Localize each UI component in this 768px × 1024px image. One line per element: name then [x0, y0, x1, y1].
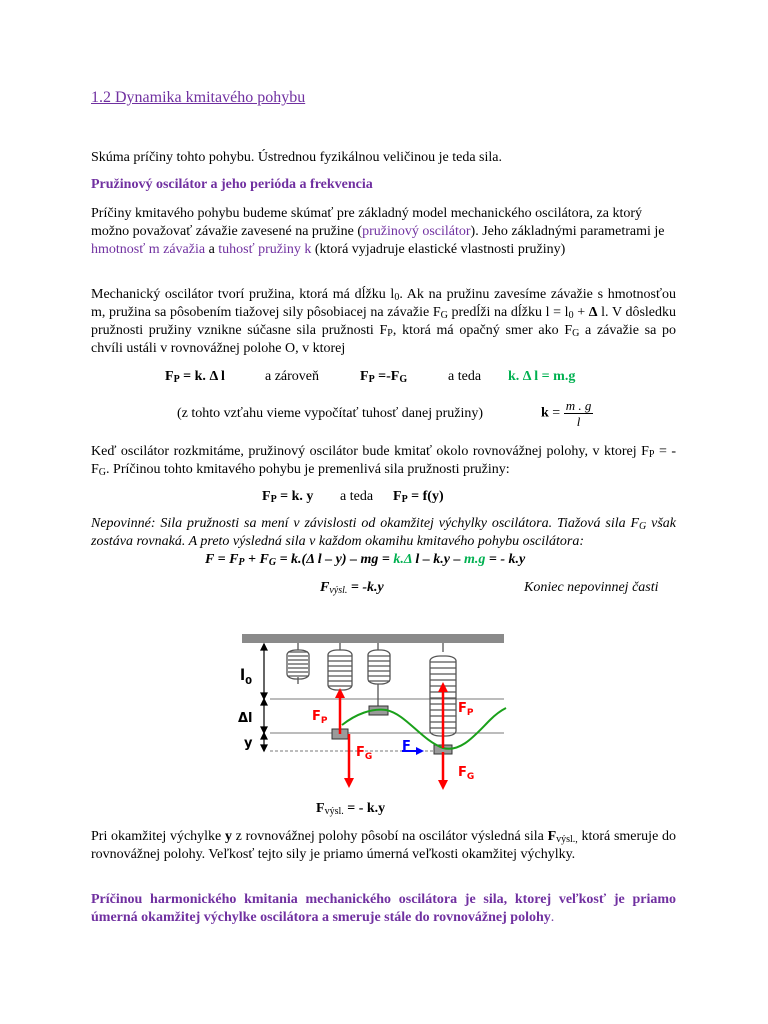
text: a: [205, 242, 219, 257]
text: – k.y –: [419, 552, 464, 567]
equation-fvysl: [320, 579, 384, 597]
term-mass: hmotnosť m závažia: [91, 242, 206, 257]
subscript: výsl.: [329, 585, 348, 596]
text: . Príčinou tohto kmitavého pohybu je premenlivá sila pružnosti pružiny:: [106, 462, 510, 477]
numerator: m . g: [565, 398, 592, 413]
denominator: l: [576, 414, 581, 429]
text: F: [320, 580, 330, 595]
text: (ktorá vyjadruje elastické vlastnosti pružiny): [311, 242, 566, 257]
label-fg-right: $F_G$: [458, 765, 475, 782]
label-fp-left: $F_P$: [312, 709, 328, 726]
subscript: P: [270, 494, 277, 505]
text: Mechanický oscilátor tvorí pružina, ktorá má dĺžku l: [91, 287, 395, 302]
subscript: P: [238, 557, 245, 568]
label-fp-right: $F_P$: [458, 701, 474, 718]
text: a závažie sa po chvíli ustáli v rovnovážnej polohe O, v ktorej: [91, 323, 676, 356]
subscript: P: [648, 449, 655, 460]
subscript: P: [401, 494, 408, 505]
dimension-markers: [261, 644, 267, 751]
ceiling-bar: [242, 634, 504, 643]
equation-connector: a zároveň: [265, 369, 320, 384]
equation-resultant: [205, 551, 525, 569]
text: F = F: [205, 552, 239, 567]
equation-result: k. Δ l = m.g: [508, 369, 576, 384]
text: ). Jeho základnými parametrami je: [470, 224, 665, 239]
equation-stiffness: [541, 398, 593, 429]
paragraph-oscillation: [91, 443, 676, 479]
text: l: [217, 369, 225, 384]
equation-connector: a teda: [340, 489, 374, 504]
paragraph-model: [91, 205, 676, 259]
text: l: [411, 552, 420, 567]
subscript: výsl.: [324, 806, 344, 817]
delta-symbol: Δ: [588, 305, 598, 320]
equation-fp: [165, 368, 225, 386]
text: = -F: [91, 444, 677, 477]
text: Nepovinné: Sila pružnosti sa mení v závislosti od okamžitej výchylky oscilátora. Tiažová sila F: [91, 516, 640, 531]
equation-fp-ky: [262, 488, 313, 506]
text: F: [393, 489, 402, 504]
subscript: G: [572, 328, 580, 339]
subscript: P: [387, 328, 393, 339]
text: = k.(: [276, 552, 307, 567]
text: F: [360, 369, 369, 384]
label-l0: $l_0$: [240, 666, 253, 687]
subscript: 0: [394, 292, 400, 303]
label-fg-left: $F_G$: [356, 745, 373, 762]
subscript: 0: [568, 310, 574, 321]
subscript: G: [98, 467, 107, 478]
conclusion-paragraph: [91, 891, 676, 927]
text: , ktorá má opačný smer ako F: [392, 323, 573, 338]
text: . Ak na pružinu zavesíme závažie s hmotnosťou m, pružina sa pôsobením tiažovej sily pôsobiacej na závažie F: [91, 287, 676, 320]
text: však zostáva rovnaká. A preto výsledná sila v každom okamihu kmitavého pohybu oscilátora:: [91, 516, 676, 549]
subheading: Pružinový oscilátor a jeho perióda a frekvencia: [91, 177, 373, 192]
optional-end-note: Koniec nepovinnej časti: [524, 580, 659, 595]
paragraph-displacement: [91, 828, 676, 864]
section-heading: 1.2 Dynamika kmitavého pohybu: [91, 89, 306, 106]
term-stiffness: tuhosť pružiny k: [218, 242, 312, 257]
equation-note: (z tohto vzťahu vieme vypočítať tuhosť danej pružiny): [177, 406, 484, 421]
equation-fvysl-caption: [316, 800, 385, 818]
text: l – y) – mg =: [314, 552, 394, 567]
springs: [287, 643, 456, 744]
text: = -k.y: [347, 580, 384, 595]
text: k.: [393, 552, 404, 567]
text: =-F: [374, 369, 400, 384]
subscript: G: [639, 521, 647, 532]
text: + F: [244, 552, 269, 567]
equation-fp-fg: [360, 368, 407, 386]
text: = k.: [179, 369, 210, 384]
text: = k. y: [276, 489, 314, 504]
subscript: výsl.,: [556, 834, 578, 845]
term-spring-oscillator: pružinový oscilátor: [362, 224, 471, 239]
text: predĺži na dĺžku l = l: [447, 305, 569, 320]
text: F: [547, 829, 557, 844]
label-f: F: [402, 739, 411, 754]
text: Príčinou harmonického kmitania mechanického oscilátora je sila, ktorej veľkosť je priamo úmerná okamžitej výchylke oscilátora a smeruje stále do rovnovážnej polohy: [91, 892, 676, 925]
subscript: P: [173, 374, 180, 385]
text: F: [316, 801, 325, 816]
text: l. V dôsledku pružnosti pružiny vznikne súčasne sila pružnosti F: [91, 305, 676, 338]
text: Príčiny kmitavého pohybu budeme skúmať pre základný model mechanického oscilátora, za ktorý možno považovať závažie zavesené na pružine (: [91, 206, 643, 239]
delta-symbol: Δ: [209, 369, 218, 384]
spring-oscillator-figure: [236, 630, 508, 792]
text: .: [550, 910, 555, 925]
text: =: [548, 405, 564, 421]
subscript: G: [440, 310, 448, 321]
text: y: [224, 829, 232, 844]
subscript: P: [368, 374, 375, 385]
label-delta-l: Δl: [238, 711, 253, 726]
label-y: y: [244, 736, 253, 751]
subscript: G: [399, 374, 408, 385]
fraction: [564, 398, 594, 429]
delta-symbol: Δ: [306, 552, 315, 567]
text: = - k.y: [485, 552, 526, 567]
paragraph-oscillator: [91, 286, 676, 358]
text: ktorá smeruje do rovnovážnej polohy. Veľkosť tejto sily je priamo úmerná veľkosti okamžitej výchylky.: [91, 829, 676, 862]
equation-fp-fy: [393, 488, 444, 506]
delta-symbol: Δ: [403, 552, 412, 567]
text: F: [165, 369, 174, 384]
intro-paragraph: Skúma príčiny tohto pohybu. Ústrednou fyzikálnou veličinou je teda sila.: [91, 150, 502, 165]
text: Pri okamžitej výchylke: [91, 829, 225, 844]
text: +: [573, 305, 589, 320]
equation-connector: a teda: [448, 369, 482, 384]
text: m.g: [464, 552, 486, 567]
displacement-sine-curve: [342, 708, 506, 749]
text: F: [262, 489, 271, 504]
text: = - k.y: [343, 801, 386, 816]
subscript: G: [268, 557, 277, 568]
text: k: [541, 405, 549, 421]
text: = f(y): [407, 489, 444, 504]
text: Keď oscilátor rozkmitáme, pružinový oscilátor bude kmitať okolo rovnovážnej polohy, v ktorej F: [91, 444, 649, 459]
text: z rovnovážnej polohy pôsobí na oscilátor výsledná sila: [231, 829, 548, 844]
optional-paragraph: [91, 515, 676, 551]
